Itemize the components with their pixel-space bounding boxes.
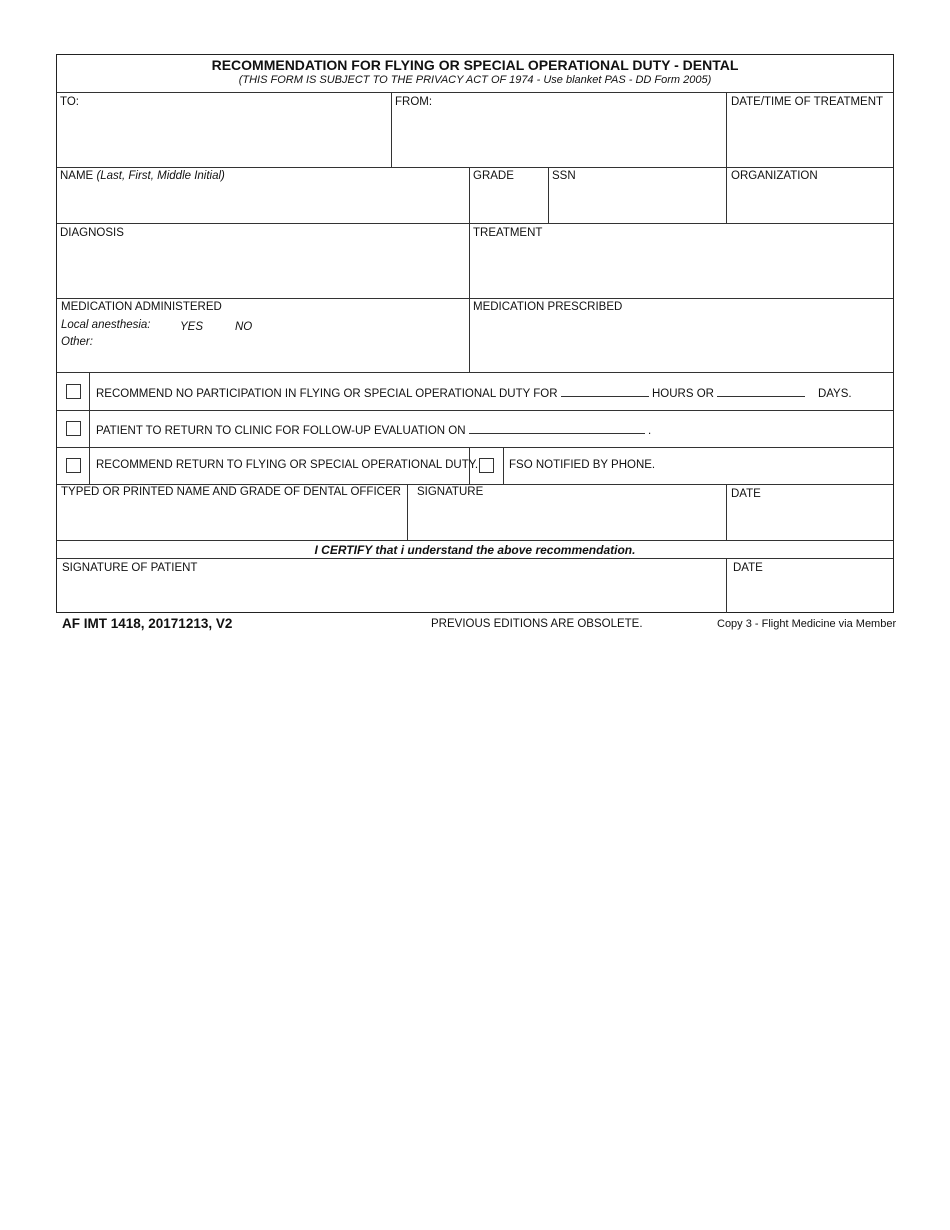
patient-signature-field[interactable] xyxy=(57,577,726,613)
organization-field[interactable] xyxy=(727,185,893,223)
medication-prescribed-field[interactable] xyxy=(470,317,893,372)
dental-officer-name-label: TYPED OR PRINTED NAME AND GRADE OF DENTAL OFFICER xyxy=(61,486,401,498)
no-participation-label: RECOMMEND NO PARTICIPATION IN FLYING OR SPECIAL OPERATIONAL DUTY FOR xyxy=(96,388,558,400)
patient-signature-label: SIGNATURE OF PATIENT xyxy=(62,562,198,574)
form-title: RECOMMENDATION FOR FLYING OR SPECIAL OPERATIONAL DUTY - DENTAL xyxy=(211,57,739,73)
to-field-label: TO: xyxy=(60,96,79,108)
patient-date-field[interactable] xyxy=(727,577,893,613)
return-clinic-period: . xyxy=(647,425,652,437)
return-clinic-label: PATIENT TO RETURN TO CLINIC FOR FOLLOW-UP EVALUATION ON xyxy=(96,425,466,437)
officer-signature-field[interactable] xyxy=(408,501,726,540)
name-field[interactable] xyxy=(57,185,469,223)
officer-signature-label: SIGNATURE xyxy=(417,486,484,498)
return-duty-label: RECOMMEND RETURN TO FLYING OR SPECIAL OPERATIONAL DUTY. xyxy=(96,459,479,471)
no-participation-text xyxy=(96,385,852,400)
days-blank[interactable] xyxy=(717,385,805,397)
no-participation-checkbox[interactable] xyxy=(66,384,81,399)
form-code: AF IMT 1418, 20171213, V2 xyxy=(62,616,233,631)
diagnosis-field[interactable] xyxy=(57,242,469,298)
return-duty-checkbox[interactable] xyxy=(66,458,81,473)
patient-date-label: DATE xyxy=(733,562,763,574)
followup-date-blank[interactable] xyxy=(469,422,645,434)
divider xyxy=(57,540,893,541)
medication-administered-label: MEDICATION ADMINISTERED xyxy=(61,301,222,313)
to-field[interactable] xyxy=(57,93,391,167)
copy-notice: Copy 3 - Flight Medicine via Member xyxy=(717,618,897,630)
divider xyxy=(503,447,504,484)
ssn-field[interactable] xyxy=(549,185,726,223)
divider xyxy=(57,558,893,559)
other-medication-field[interactable] xyxy=(97,335,467,369)
certification-statement: I CERTIFY that i understand the above recommendation. xyxy=(314,543,636,557)
form-container xyxy=(56,54,894,613)
datetime-field-label: DATE/TIME OF TREATMENT xyxy=(731,96,884,108)
obsolete-notice: PREVIOUS EDITIONS ARE OBSOLETE. xyxy=(431,618,643,630)
divider xyxy=(57,167,893,168)
ssn-field-label: SSN xyxy=(552,170,576,182)
treatment-field-label: TREATMENT xyxy=(473,227,543,239)
return-clinic-checkbox[interactable] xyxy=(66,421,81,436)
divider xyxy=(57,223,893,224)
divider xyxy=(57,298,893,299)
medication-prescribed-label: MEDICATION PRESCRIBED xyxy=(473,301,623,313)
name-label-hint: (Last, First, Middle Initial) xyxy=(96,170,225,182)
organization-field-label: ORGANIZATION xyxy=(731,170,818,182)
fso-notified-label: FSO NOTIFIED BY PHONE. xyxy=(509,459,656,471)
divider xyxy=(57,447,893,448)
return-clinic-text xyxy=(96,422,651,437)
days-label: DAYS. xyxy=(817,388,852,400)
anesthesia-yes-option[interactable]: YES xyxy=(180,321,204,333)
treatment-field[interactable] xyxy=(470,242,893,298)
officer-date-field[interactable] xyxy=(727,503,893,540)
grade-field-label: GRADE xyxy=(473,170,514,182)
hours-blank[interactable] xyxy=(561,385,649,397)
grade-field[interactable] xyxy=(470,185,548,223)
diagnosis-field-label: DIAGNOSIS xyxy=(60,227,124,239)
fso-notified-checkbox[interactable] xyxy=(479,458,494,473)
from-field[interactable] xyxy=(392,93,726,167)
hours-or-label: HOURS OR xyxy=(651,388,714,400)
other-medication-label: Other: xyxy=(61,336,93,348)
divider xyxy=(57,372,893,373)
local-anesthesia-label: Local anesthesia: xyxy=(61,319,151,331)
datetime-field[interactable] xyxy=(727,93,893,167)
divider xyxy=(89,372,90,484)
divider xyxy=(57,410,893,411)
name-label-text: NAME xyxy=(60,170,94,182)
privacy-notice: (THIS FORM IS SUBJECT TO THE PRIVACY ACT OF 1974 - Use blanket PAS - DD Form 2005) xyxy=(238,74,712,86)
dental-officer-name-field[interactable] xyxy=(57,501,407,540)
name-field-label xyxy=(60,170,225,182)
anesthesia-no-option[interactable]: NO xyxy=(235,321,253,333)
officer-date-label: DATE xyxy=(731,488,761,500)
divider xyxy=(57,484,893,485)
from-field-label: FROM: xyxy=(395,96,433,108)
